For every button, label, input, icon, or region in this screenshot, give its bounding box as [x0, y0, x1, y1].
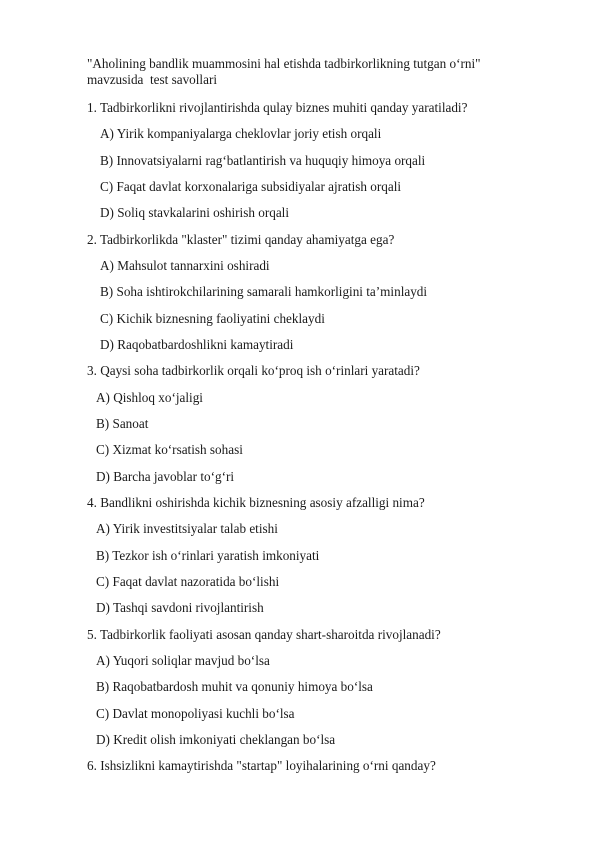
question-5-option-d: D) Kredit olish imkoniyati cheklangan bo‘lsa [96, 732, 336, 747]
question-3-option-a: A) Qishloq xo‘jaligi [96, 390, 203, 405]
question-5: 5. Tadbirkorlik faoliyati asosan qanday shart-sharoitda rivojlanadi? [87, 627, 441, 642]
question-1-option-a: A) Yirik kompaniyalarga cheklovlar joriy etish orqali [100, 126, 382, 141]
question-3-option-b: B) Sanoat [96, 416, 149, 431]
question-2-option-b: B) Soha ishtirokchilarining samarali hamkorligini ta’minlaydi [100, 284, 428, 299]
question-3-option-d: D) Barcha javoblar to‘g‘ri [96, 469, 235, 484]
question-4-option-a: A) Yirik investitsiyalar talab etishi [96, 521, 278, 536]
question-1-option-c: C) Faqat davlat korxonalariga subsidiyalar ajratish orqali [100, 179, 402, 194]
question-4-option-b: B) Tezkor ish o‘rinlari yaratish imkoniyati [96, 548, 320, 563]
question-4-option-d: D) Tashqi savdoni rivojlantirish [96, 600, 264, 615]
question-3: 3. Qaysi soha tadbirkorlik orqali ko‘proq ish o‘rinlari yaratadi? [87, 363, 420, 378]
question-4: 4. Bandlikni oshirishda kichik biznesning asosiy afzalligi nima? [87, 495, 425, 510]
question-1-option-d: D) Soliq stavkalarini oshirish orqali [100, 205, 289, 220]
title-line-2: mavzusida test savollari [87, 72, 218, 87]
document-title [87, 56, 527, 88]
question-5-option-b: B) Raqobatbardosh muhit va qonuniy himoya bo‘lsa [96, 679, 373, 694]
question-1-option-b: B) Innovatsiyalarni rag‘batlantirish va huquqiy himoya orqali [100, 153, 426, 168]
question-2: 2. Tadbirkorlikda "klaster" tizimi qanday ahamiyatga ega? [87, 232, 395, 247]
question-5-option-c: C) Davlat monopoliyasi kuchli bo‘lsa [96, 706, 295, 721]
question-6: 6. Ishsizlikni kamaytirishda "startap" loyihalarining o‘rni qanday? [87, 758, 436, 773]
question-3-option-c: C) Xizmat ko‘rsatish sohasi [96, 442, 243, 457]
question-1: 1. Tadbirkorlikni rivojlantirishda qulay biznes muhiti qanday yaratiladi? [87, 100, 468, 115]
question-2-option-c: C) Kichik biznesning faoliyatini cheklaydi [100, 311, 325, 326]
question-5-option-a: A) Yuqori soliqlar mavjud bo‘lsa [96, 653, 270, 668]
question-4-option-c: C) Faqat davlat nazoratida bo‘lishi [96, 574, 280, 589]
question-2-option-a: A) Mahsulot tannarxini oshiradi [100, 258, 270, 273]
title-line-1: "Aholining bandlik muammosini hal etishda tadbirkorlikning tutgan o‘rni" [87, 56, 481, 71]
question-2-option-d: D) Raqobatbardoshlikni kamaytiradi [100, 337, 294, 352]
